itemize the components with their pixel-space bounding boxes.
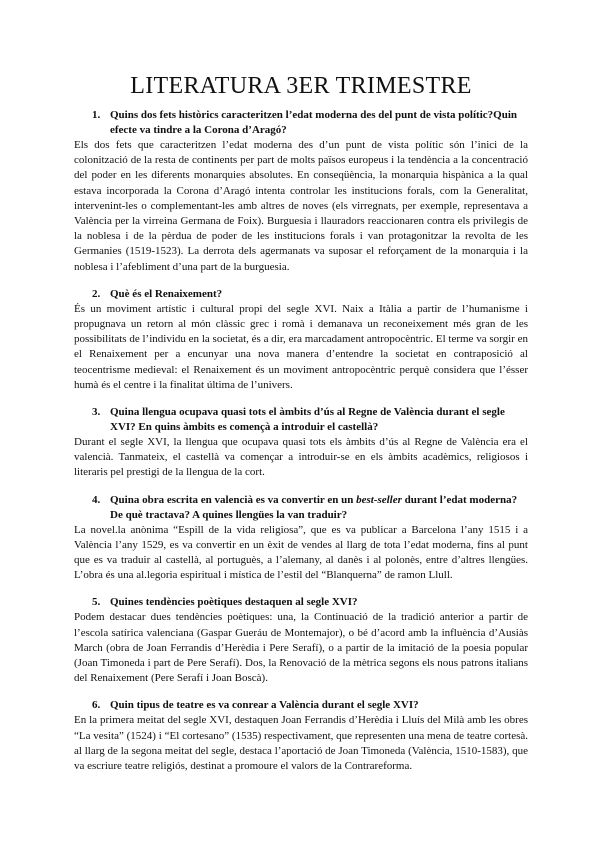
answer-5: Podem destacar dues tendències poètiques: una, la Continuació de la tradició anterior a partir de l’escola satírica valenciana (Gaspar Gueráu de Montemajor), o bé d’acord amb la influència d’Ausiàs March (obra de Joan Ferrandis d’Herèdia i Pere Serafí), o a partir de la imitació de la poesia popular (Joan Timoneda i part de Pere Serafí). Dos, la Renovació de la mètrica segons els nous patrons italians del Renaixement (Pere Serafí i Joan Boscà). bbox=[74, 611, 528, 685]
question-number: 4. bbox=[92, 493, 101, 506]
question-6 bbox=[74, 698, 528, 713]
question-number: 1. bbox=[92, 109, 101, 121]
question-text-italic: best-seller bbox=[356, 493, 402, 506]
question-number: 6. bbox=[92, 699, 101, 712]
page-title: LITERATURA 3ER TRIMESTRE bbox=[130, 73, 472, 99]
answer-2: És un moviment artístic i cultural propi del segle XVI. Naix a Itàlia a partir de l’humanisme i propugnava un retorn al món clàssic grec i romà i demanava un reconeixement més gran de les possibilitats de l’individu en la societat, és a dir, era marcadament antropocèntric. El terme va sorgir en el Renaixement per a encunyar una nova manera d’entendre la societat en contraposició al teocentrisme medieval: el Renaixement és un moviment antropocèntric perquè considera que l’ésser humà és el centre i la finalitat última de l’univers. bbox=[74, 302, 528, 391]
answer-1: Els dos fets que caracteritzen l’edat moderna des d’un punt de vista polític són l’inici de la colonització de la resta de continents per part de molts països europeus i la tendència a la concentració del poder en les diferents monarquies absolutes. En conseqüència, la monarquia hispànica a la qual estava incorporada la Corona d’Aragó intenta controlar les institucions forals, com la Generalitat, intervenint-les o complementant-les amb altres de noves (els virregnats, per exemple, representava a València per la virreina Germana de Foix). Burguesia i llauradors reaccionaren contra els privilegis de la noblesa i de la pèrdua de poder de les institucions forals i van protagonitzar la revolta de les Germanies (1519-1523). La derrota dels agermanats va suposar el reforçament de la monarquia i la noblesa i l’afebliment d’una part de la burguesia. bbox=[74, 139, 528, 273]
question-text: Quins dos fets històrics caracteritzen l’edat moderna des del punt de vista polític?Quin efecte va tindre a la Corona d’Aragó? bbox=[110, 109, 517, 136]
question-text-part: durant l’edat moderna? De què tractava? A quines llengües la van traduir? bbox=[110, 493, 518, 521]
question-text: Quin tipus de teatre es va conrear a València durant el segle XVI? bbox=[110, 699, 419, 712]
question-text-part: Quina obra escrita en valencià es va convertir en un bbox=[110, 493, 357, 506]
answer-3: Durant el segle XVI, la llengua que ocupava quasi tots els àmbits d’ús al Regne de València era el valencià. Tanmateix, el castellà va començar a introduir-se en els àmbits acadèmics, religiosos i literaris pel prestigi de la llengua de la cort. bbox=[74, 436, 528, 479]
question-number: 3. bbox=[92, 406, 101, 419]
question-1 bbox=[74, 108, 528, 138]
answer-4: La novel.la anònima “Espill de la vida religiosa”, que es va publicar a Barcelona l’any 1515 i a València l’any 1529, es va convertir en un èxit de vendes al llarg de tota l’edat moderna, fins al punt que es va traduir al castellà, al portuguès, a l’alemany, al danès i al polonès, entre d’altres llengües. L’obra és una al.legoria espiritual i mística de l’estil del “Blanquerna” de ramon Llull. bbox=[74, 523, 528, 582]
question-number: 2. bbox=[92, 287, 101, 300]
question-5 bbox=[74, 595, 528, 610]
question-3 bbox=[74, 405, 528, 435]
question-2 bbox=[74, 287, 528, 302]
question-text: Què és el Renaixement? bbox=[110, 287, 223, 300]
answer-6: En la primera meitat del segle XVI, destaquen Joan Ferrandis d’Herèdia i Lluís del Milà amb les obres “La vesita” (1524) i “El cortesano” (1535) respectivament, que representen una mena de teatre cortesà. al llarg de la segona meitat del segle, destaca l’aportació de Joan Timoneda (València, 1510-1583), que va escriure teatre religiós, destinat a promoure el valors de la Contrareforma. bbox=[74, 714, 528, 773]
question-number: 5. bbox=[92, 596, 101, 609]
question-text: Quines tendències poètiques destaquen al segle XVI? bbox=[110, 596, 358, 609]
question-text: Quina llengua ocupava quasi tots el àmbits d’ús al Regne de València durant el segle XVI? En quins àmbits es començà a introduir el castellà? bbox=[110, 406, 505, 434]
question-4 bbox=[74, 493, 528, 523]
